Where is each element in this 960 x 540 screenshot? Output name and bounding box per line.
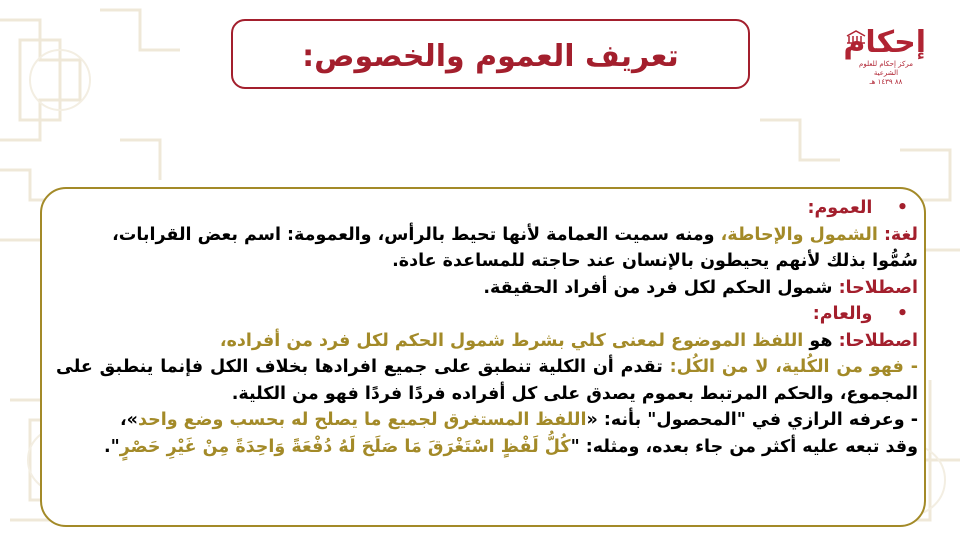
umum-heading-line — [56, 195, 918, 222]
lugha-line-2 — [56, 248, 918, 275]
follow-pre: وقد تبعه عليه أكثر من جاء بعده، ومثله: — [579, 436, 918, 457]
razi-close: »، — [120, 410, 138, 430]
umum-istilah-label: اصطلاحا: — [838, 277, 918, 298]
umum-heading: العموم: — [807, 198, 873, 218]
aam-istilah-pre: هو — [803, 330, 839, 351]
razi-pre: - وعرفه الرازي في "المحصول" بأنه: « — [586, 410, 918, 430]
bullet-icon: • — [896, 304, 908, 324]
slide-title: تعريف العموم والخصوص: — [302, 38, 679, 74]
follow-close: ". — [103, 436, 120, 457]
lugha-label: لغة: — [883, 224, 918, 245]
logo-name: إحكام — [843, 25, 926, 60]
content-text — [56, 195, 918, 460]
logo-roof-icon — [846, 30, 866, 44]
aam-istilah-label: اصطلاحا: — [838, 330, 918, 351]
umum-istilah-text: شمول الحكم لكل فرد من أفراد الحقيقة. — [483, 277, 839, 298]
bullet-icon: • — [896, 198, 908, 218]
logo-year: ٨٨ ١٤٣٩ هـ — [869, 78, 903, 86]
title-box — [231, 19, 750, 89]
logo — [843, 25, 926, 96]
follow-quote: كُلُّ لَفْظٍ اسْتَغْرَقَ مَا صَلَحَ لَهُ دُفْعَةً وَاحِدَةً مِنْ غَيْرِ حَصْرٍ — [119, 436, 571, 457]
umum-istilah-line — [56, 275, 918, 302]
razi-def: اللفظ المستغرق لجميع ما يصلح له بحسب وضع واحد — [137, 410, 587, 430]
aam-istilah-def: اللفظ الموضوع لمعنى كلي بشرط شمول الحكم لكل فرد من أفراده، — [219, 330, 804, 351]
razi-line — [56, 407, 918, 434]
lugha-line-1 — [56, 222, 918, 249]
aam-istilah-line — [56, 328, 918, 355]
lugha-text-2: سُمُّوا بذلك لأنهم يحيطون بالإنسان عند حاجته للمساعدة عادة. — [392, 251, 918, 271]
aam-heading: والعام: — [812, 304, 873, 324]
lugha-term: الشمول والإحاطة، — [720, 224, 878, 245]
kulliya-text: تقدم أن الكلية تنطبق على جميع افرادها بخلاف الكل فإنما ينطبق على المجموع، والحكم المرتبط بعموم يصدق على كل أفراده فردًا فردًا فهو من الكلية. — [56, 357, 918, 404]
follow-line: وقد تبعه عليه أكثر من جاء بعده، ومثله: "كُلُّ لَفْظٍ اسْتَغْرَقَ مَا صَلَحَ لَهُ دُفْعَةً وَاحِدَةً مِنْ غَيْرِ حَصْرٍ". — [103, 436, 918, 457]
lugha-text-1: ومنه سميت العمامة لأنها تحيط بالرأس، والعمومة: اسم بعض القرابات، — [112, 224, 721, 245]
kulliya-paragraph — [56, 354, 918, 407]
aam-heading-line — [56, 301, 918, 328]
logo-subtitle: مركز إحكام للعلوم الشرعية — [859, 60, 913, 77]
kulliya-lead: - فهو من الكُلية، لا من الكُل: — [669, 357, 918, 377]
